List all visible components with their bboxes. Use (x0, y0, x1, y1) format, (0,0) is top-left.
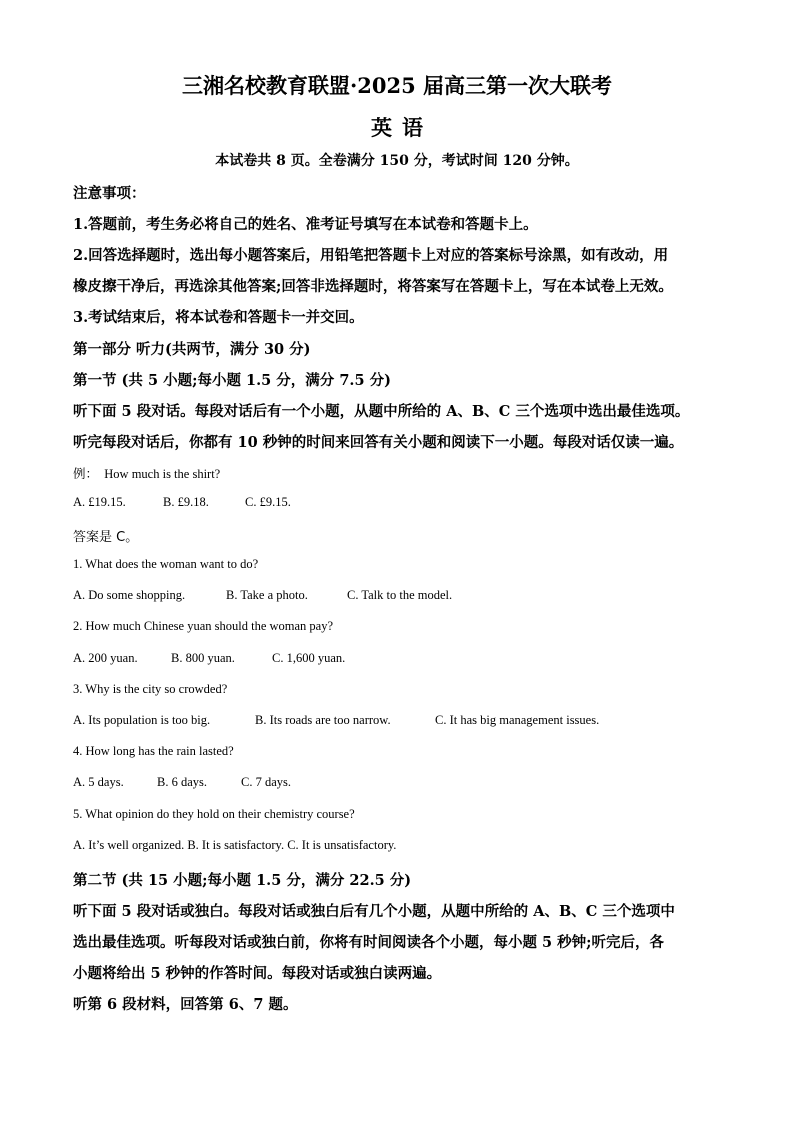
exam-title: 三湘名校教育联盟·2025 届高三第一次大联考 (181, 73, 613, 98)
section1-instruction-line-2: 听完每段对话后，你都有 10 秒钟的时间来回答有关小题和阅读下一小题。每段对话仅读一遍。 (73, 434, 684, 451)
section2-instruction-line-1: 听下面 5 段对话或独白。每段对话或独白后有几个小题，从题中所给的 A、B、C 三个选项中 (73, 903, 675, 920)
subject-title: 英语 (371, 115, 433, 140)
note-item-2-line-2: 橡皮擦干净后，再选涂其他答案;回答非选择题时，将答案写在答题卡上，写在本试卷上无效。 (73, 278, 673, 295)
note-item-2-line-1: 2.回答选择题时，选出每小题答案后，用铅笔把答题卡上对应的答案标号涂黑，如有改动，用 (73, 247, 669, 264)
q1-option-c: C. Talk to the model. (347, 588, 453, 602)
example-option-b: B. £9.18. (163, 495, 209, 509)
q2-option-a: A. 200 yuan. (73, 651, 138, 665)
q1-option-b: B. Take a photo. (226, 588, 308, 602)
part1-heading: 第一部分 听力(共两节，满分 30 分) (73, 341, 311, 358)
question-1-options (73, 588, 452, 603)
question-3-options (73, 713, 599, 728)
question-5-options: A. It’s well organized. B. It is satisfactory. C. It is unsatisfactory. (73, 838, 397, 852)
question-2-options (73, 651, 345, 666)
q2-option-b: B. 800 yuan. (171, 651, 235, 665)
note-item-1: 1.答题前，考生务必将自己的姓名、准考证号填写在本试卷和答题卡上。 (73, 216, 538, 233)
q4-option-c: C. 7 days. (241, 775, 291, 789)
example-label: 例： (73, 466, 99, 481)
section2-instruction-line-3: 小题将给出 5 秒钟的作答时间。每段对话或独白读两遍。 (73, 965, 442, 982)
section1-heading: 第一节 (共 5 小题;每小题 1.5 分，满分 7.5 分) (73, 372, 391, 389)
q3-option-b: B. Its roads are too narrow. (255, 713, 391, 727)
section2-instruction-line-2: 选出最佳选项。听每段对话或独白前，你将有时间阅读各个小题，每小题 5 秒钟;听完后，各 (73, 934, 665, 951)
example-option-c: C. £9.15. (245, 495, 291, 509)
example-options (73, 495, 291, 510)
q1-option-a: A. Do some shopping. (73, 588, 186, 602)
example-answer: 答案是 C。 (73, 530, 139, 545)
question-5: 5. What opinion do they hold on their chemistry course? (73, 807, 355, 821)
q3-option-a: A. Its population is too big. (73, 713, 211, 727)
example-option-a: A. £19.15. (73, 495, 126, 509)
question-3: 3. Why is the city so crowded? (73, 682, 228, 696)
notes-heading: 注意事项： (73, 185, 146, 202)
section2-instruction-line-4: 听第 6 段材料，回答第 6、7 题。 (73, 996, 298, 1013)
q4-option-b: B. 6 days. (157, 775, 207, 789)
q2-option-c: C. 1,600 yuan. (272, 651, 346, 665)
example-question-text: How much is the shirt? (104, 467, 221, 481)
section2-heading: 第二节 (共 15 小题;每小题 1.5 分，满分 22.5 分) (73, 872, 412, 889)
exam-intro: 本试卷共 8 页。全卷满分 150 分，考试时间 120 分钟。 (215, 153, 579, 169)
section1-instruction-line-1: 听下面 5 段对话。每段对话后有一个小题，从题中所给的 A、B、C 三个选项中选出最佳选项。 (73, 403, 690, 420)
example-question (73, 464, 220, 482)
question-4: 4. How long has the rain lasted? (73, 744, 234, 758)
question-2: 2. How much Chinese yuan should the woman pay? (73, 619, 334, 633)
q3-option-c: C. It has big management issues. (435, 713, 600, 727)
question-1: 1. What does the woman want to do? (73, 557, 259, 571)
note-item-3: 3.考试结束后，将本试卷和答题卡一并交回。 (73, 309, 364, 326)
q4-option-a: A. 5 days. (73, 775, 124, 789)
question-4-options (73, 775, 291, 790)
